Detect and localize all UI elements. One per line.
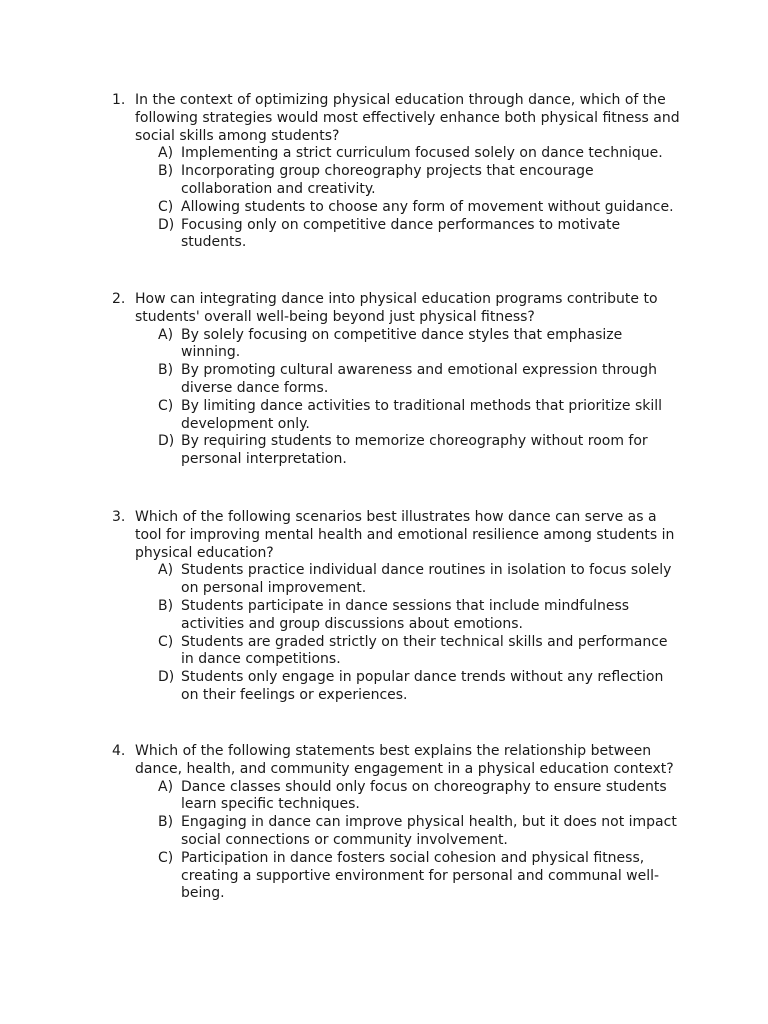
question-4: [112, 743, 682, 903]
answer-options: [112, 779, 682, 904]
option-letter: A): [158, 326, 174, 343]
option-letter: D): [158, 433, 175, 450]
answer-option: [158, 634, 682, 670]
question-text: In the context of optimizing physical education through dance, which of the following strategies would most effectively enhance both physical fitness and social skills among students?: [135, 92, 680, 144]
option-text: Students only engage in popular dance trends without any reflection on their feelings or experiences.: [181, 669, 664, 703]
question-text: How can integrating dance into physical education programs contribute to students' overall well-being beyond just physical fitness?: [135, 291, 658, 325]
option-text: By requiring students to memorize choreography without room for personal interpretation.: [181, 433, 648, 468]
question-1: [112, 92, 682, 252]
option-letter: A): [158, 145, 174, 162]
question-stem: [112, 509, 682, 562]
answer-option: [158, 598, 682, 634]
answer-option: [158, 814, 682, 850]
option-letter: B): [158, 814, 174, 831]
option-letter: C): [158, 397, 174, 414]
answer-option: [158, 433, 682, 469]
option-letter: B): [158, 597, 174, 614]
answer-option: [158, 217, 682, 253]
option-text: Students practice individual dance routines in isolation to focus solely on personal improvement.: [181, 562, 672, 597]
question-number: 4.: [112, 743, 126, 759]
answer-option: [158, 779, 682, 815]
question-text: Which of the following statements best explains the relationship between dance, health, and community engagement in a physical education context?: [135, 743, 674, 777]
answer-option: [158, 562, 682, 598]
answer-option: [158, 362, 682, 398]
option-text: Implementing a strict curriculum focused solely on dance technique.: [181, 145, 663, 162]
question-stem: [112, 92, 682, 145]
answer-option: [158, 669, 682, 705]
answer-option: [158, 145, 682, 163]
answer-option: [158, 163, 682, 199]
option-letter: D): [158, 216, 175, 233]
option-letter: A): [158, 562, 174, 579]
option-letter: A): [158, 778, 174, 795]
option-text: Incorporating group choreography projects that encourage collaboration and creativity.: [181, 163, 594, 197]
option-text: By limiting dance activities to traditional methods that prioritize skill development only.: [181, 397, 663, 432]
question-number: 3.: [112, 509, 126, 525]
answer-options: [112, 327, 682, 469]
question-text: Which of the following scenarios best illustrates how dance can serve as a tool for improving mental health and emotional resilience among students in physical education?: [135, 509, 675, 561]
option-text: Focusing only on competitive dance performances to motivate students.: [181, 216, 621, 251]
answer-option: [158, 398, 682, 434]
option-text: Dance classes should only focus on choreography to ensure students learn specific techniques.: [181, 778, 667, 813]
answer-option: [158, 199, 682, 217]
option-letter: C): [158, 633, 174, 650]
option-letter: D): [158, 669, 175, 686]
question-stem: [112, 291, 682, 327]
option-text: Participation in dance fosters social cohesion and physical fitness, creating a supportive environment for personal and communal well-being.: [181, 849, 660, 902]
answer-option: [158, 327, 682, 363]
option-letter: B): [158, 362, 174, 379]
option-text: Students participate in dance sessions that include mindfulness activities and group discussions about emotions.: [181, 597, 630, 632]
option-letter: C): [158, 198, 174, 215]
option-text: Allowing students to choose any form of movement without guidance.: [181, 198, 674, 215]
answer-option: [158, 850, 682, 903]
option-letter: C): [158, 849, 174, 866]
question-number: 2.: [112, 291, 126, 307]
option-text: By solely focusing on competitive dance styles that emphasize winning.: [181, 326, 623, 361]
question-3: [112, 509, 682, 705]
option-text: By promoting cultural awareness and emotional expression through diverse dance forms.: [181, 362, 658, 396]
option-letter: B): [158, 163, 174, 180]
question-number: 1.: [112, 92, 126, 108]
answer-options: [112, 562, 682, 704]
answer-options: [112, 145, 682, 252]
question-2: [112, 291, 682, 469]
question-stem: [112, 743, 682, 779]
option-text: Students are graded strictly on their technical skills and performance in dance competitions.: [181, 633, 668, 668]
option-text: Engaging in dance can improve physical health, but it does not impact social connections or community involvement.: [181, 814, 677, 848]
